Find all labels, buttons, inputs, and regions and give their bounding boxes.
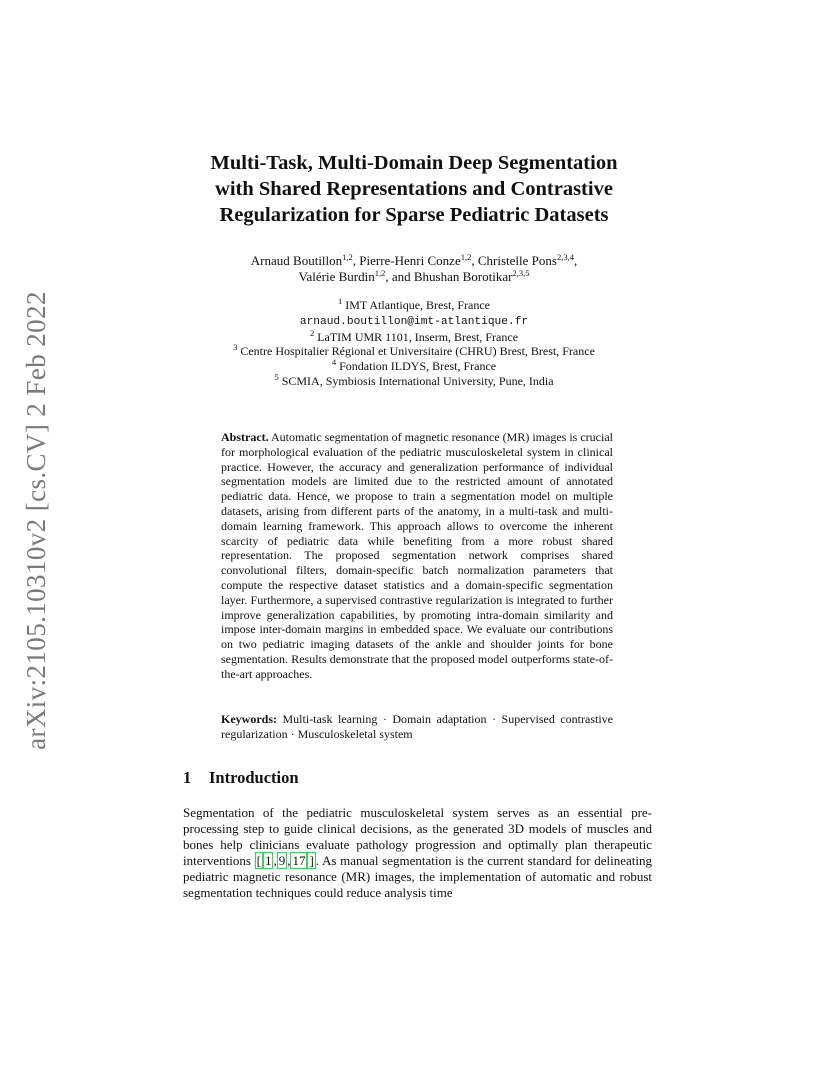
author-affil-marker: 2,3,4	[556, 252, 574, 262]
author-name: Bhushan Borotikar	[413, 269, 513, 284]
section-heading-introduction	[183, 768, 299, 788]
keywords-label: Keywords:	[221, 712, 277, 726]
affiliation-line	[150, 359, 678, 374]
cite-ref-17[interactable]: 17	[292, 852, 306, 868]
citation-link[interactable]	[255, 852, 263, 869]
affil-text: IMT Atlantique, Brest, France	[345, 298, 490, 312]
title-line-2: with Shared Representations and Contrastive	[215, 178, 613, 200]
title-line-1: Multi-Task, Multi-Domain Deep Segmentation	[210, 152, 618, 174]
keywords-text: Multi-task learning · Domain adaptation · Supervised contrastive regularization · Musculoskeletal system	[221, 712, 614, 741]
author-name: Valérie Burdin	[298, 269, 375, 284]
author-line-1: Arnaud Boutillon$^{1,2}$, Pierre-Henri Conze$^{1,2}$, Christelle Pons$^{2,3,4}$,	[250, 252, 578, 268]
affil-marker: 5	[274, 371, 279, 382]
author-affil-marker: 1,2	[374, 268, 386, 278]
affil-marker: 1	[338, 296, 343, 306]
affiliation-line	[150, 298, 678, 313]
affil-marker: 4	[331, 357, 337, 368]
section-title: Introduction	[209, 768, 299, 787]
affil-text: Fondation ILDYS, Brest, France	[339, 359, 497, 374]
abstract-text: Automatic segmentation of magnetic resonance (MR) images is crucial for morphological evaluation of the pediatric musculoskeletal system in clinical practice. However, the accuracy and generalization performance of individual segmentation models are limited due to the restricted amount of annotated pediatric data. Hence, we propose to train a segmentation model on multiple datasets, arising from different parts of the anatomy, in a multi-task and multi-domain learning framework. This approach allows to overcome the inherent scarcity of pediatric data while benefiting from a more robust shared representation. The proposed segmentation network comprises shared convolutional filters, domain-specific batch normalization parameters that compute the respective dataset statistics and a domain-specific segmentation layer. Furthermore, a supervised contrastive regularization is integrated to further improve generalization capabilities, by promoting intra-domain similarity and impose inter-domain margins in embedded space. We evaluate our contributions on two pediatric imaging datasets of the ankle and shoulder joints for bone segmentation. Results demonstrate that the proposed model outperforms state-of-the-art approaches.	[221, 430, 614, 681]
affil-marker: 3	[233, 342, 238, 353]
author-conjunction: and	[391, 269, 411, 284]
intro-text-start: Segmentation of the pediatric musculoskeletal system serves as an essential pre-processing step to guide clinical decisions, as the generated 3D models of muscles and bones help clinicians evaluate pathology progression and optimally plan therapeutic interventions	[183, 805, 652, 868]
author-list	[150, 253, 678, 285]
affil-marker: 2	[309, 327, 315, 338]
author-affil-marker: 1,2	[460, 252, 472, 262]
arxiv-identifier-text: arXiv:2105.10310v2 [cs.CV] 2 Feb 2022	[20, 290, 51, 750]
affiliation-line	[150, 371, 678, 389]
cite-bracket-open: [	[256, 852, 261, 868]
citation-link[interactable]	[277, 852, 291, 869]
abstract-label: Abstract.	[221, 430, 269, 444]
arxiv-identifier-stamp	[14, 285, 58, 755]
author-name: Arnaud Boutillon	[250, 253, 343, 268]
cite-bracket-close: ]	[309, 852, 314, 868]
affil-text: SCMIA, Symbiosis International University, Pune, India	[281, 373, 554, 388]
cite-ref-9[interactable]: 9	[278, 852, 286, 868]
author-affil-marker: 2,3,5	[512, 268, 530, 278]
keywords	[221, 712, 613, 742]
title-line-3: Regularization for Sparse Pediatric Datasets	[219, 204, 609, 226]
email-text[interactable]: arnaud.boutillon@imt-atlantique.fr	[299, 315, 529, 328]
author-name: Christelle Pons	[477, 253, 557, 268]
introduction-paragraph	[183, 805, 652, 900]
section-number: 1	[183, 768, 192, 787]
affil-text: LaTIM UMR 1101, Inserm, Brest, France	[317, 329, 519, 344]
abstract	[221, 430, 613, 682]
author-affil-marker: 1,2	[342, 252, 353, 262]
affil-text: Centre Hospitalier Régional et Universitaire (CHRU) Brest, Brest, France	[240, 344, 595, 359]
affiliation-list	[150, 298, 678, 389]
author-line-2: Valérie Burdin$^{1,2}$, and Bhushan Borotikar$^{2,3,5}$	[298, 268, 530, 284]
intro-text-end: . As manual segmentation is the current standard for delineating pediatric magnetic resonance (MR) images, the implementation of automatic and robust segmentation techniques could reduce analysis time	[183, 852, 652, 900]
paper-title	[150, 150, 678, 228]
cite-separator: ,	[273, 852, 277, 868]
author-email[interactable]	[150, 313, 678, 330]
author-name: Pierre-Henri Conze	[359, 253, 461, 268]
cite-separator: ,	[287, 852, 291, 868]
citation-link[interactable]	[290, 852, 307, 869]
cite-ref-1[interactable]: 1	[264, 852, 272, 868]
affiliation-line	[150, 327, 678, 345]
citation-link[interactable]	[307, 852, 315, 869]
citation-link[interactable]	[263, 852, 277, 869]
affiliation-line	[150, 344, 678, 359]
